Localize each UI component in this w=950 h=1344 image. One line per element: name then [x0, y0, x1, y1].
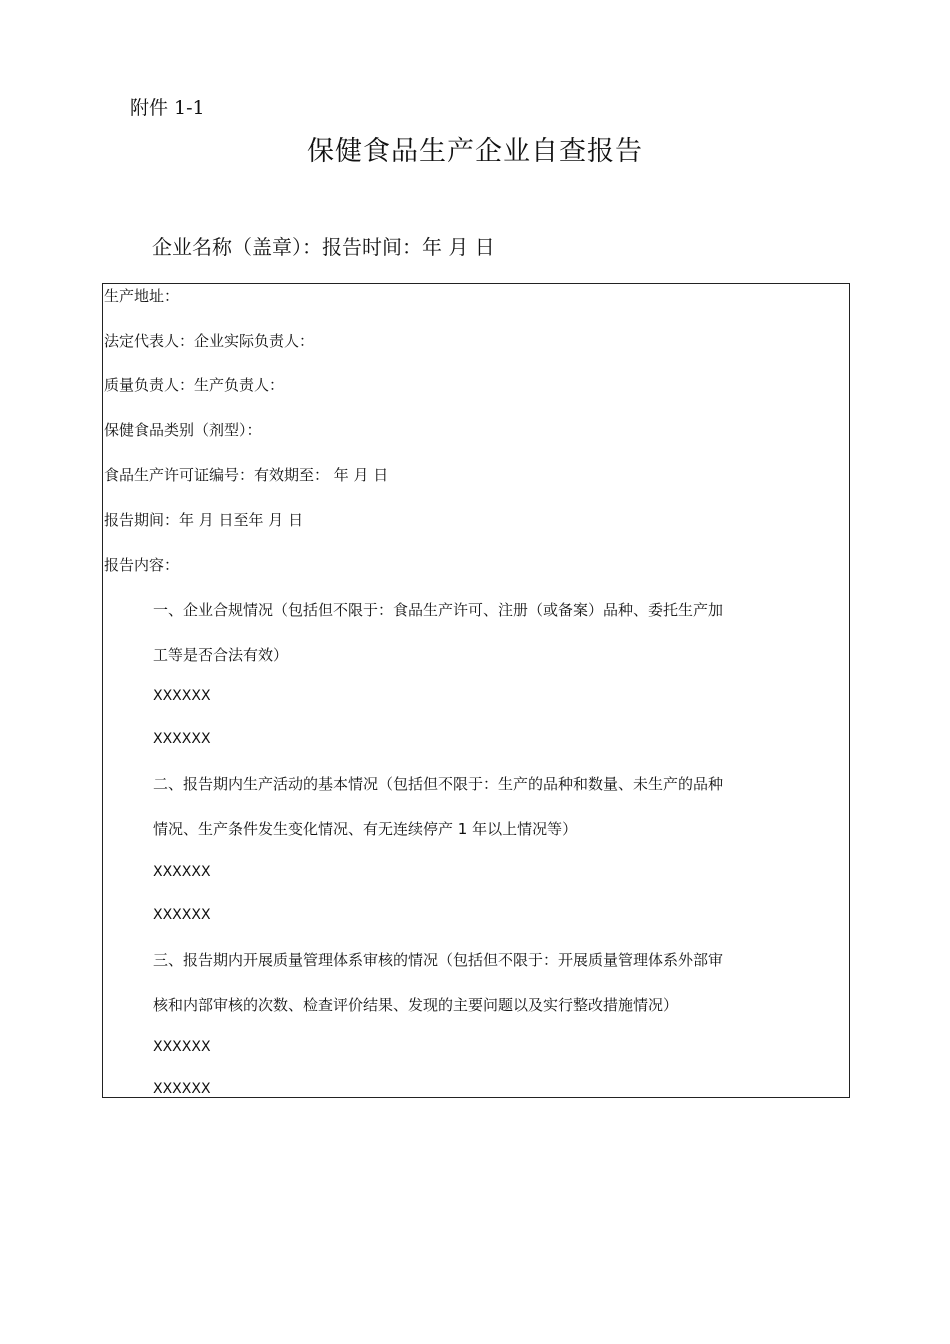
section-1-line-1: 一、企业合规情况（包括但不限于：食品生产许可、注册（或备案）品种、委托生产加 — [153, 601, 724, 619]
period-field: 报告期间：年 月 日至年 月 日 — [104, 511, 304, 529]
section-1-line-2: 工等是否合法有效） — [153, 646, 289, 664]
attachment-label: 附件 1-1 — [130, 97, 205, 119]
section-3-line-1: 三、报告期内开展质量管理体系审核的情况（包括但不限于：开展质量管理体系外部审 — [153, 951, 724, 969]
report-form-box — [102, 283, 850, 1098]
address-field: 生产地址： — [104, 287, 180, 305]
section-1-placeholder-2: XXXXXX — [153, 731, 211, 747]
section-2-line-1: 二、报告期内生产活动的基本情况（包括但不限于：生产的品种和数量、未生产的品种 — [153, 775, 724, 793]
section-1-placeholder-1: XXXXXX — [153, 688, 211, 704]
section-3-placeholder-1: XXXXXX — [153, 1039, 211, 1055]
company-name-label: 企业名称（盖章）： — [152, 235, 322, 259]
document-title: 保健食品生产企业自查报告 — [307, 136, 643, 167]
section-3-line-2: 核和内部审核的次数、检查评价结果、发现的主要问题以及实行整改措施情况） — [153, 996, 679, 1014]
report-time-label: 报告时间：年 月 日 — [322, 235, 495, 259]
content-label: 报告内容： — [104, 556, 180, 574]
category-field: 保健食品类别（剂型）： — [104, 421, 262, 439]
section-2-placeholder-2: XXXXXX — [153, 907, 211, 923]
section-2-line-2: 情况、生产条件发生变化情况、有无连续停产 1 年以上情况等） — [153, 820, 578, 838]
header-line — [152, 231, 495, 263]
section-3-placeholder-2: XXXXXX — [153, 1081, 211, 1097]
license-field: 食品生产许可证编号：有效期至： 年 月 日 — [104, 466, 389, 484]
quality-production-field: 质量负责人：生产负责人： — [104, 376, 285, 394]
representatives-field: 法定代表人：企业实际负责人： — [104, 332, 315, 350]
section-2-placeholder-1: XXXXXX — [153, 864, 211, 880]
